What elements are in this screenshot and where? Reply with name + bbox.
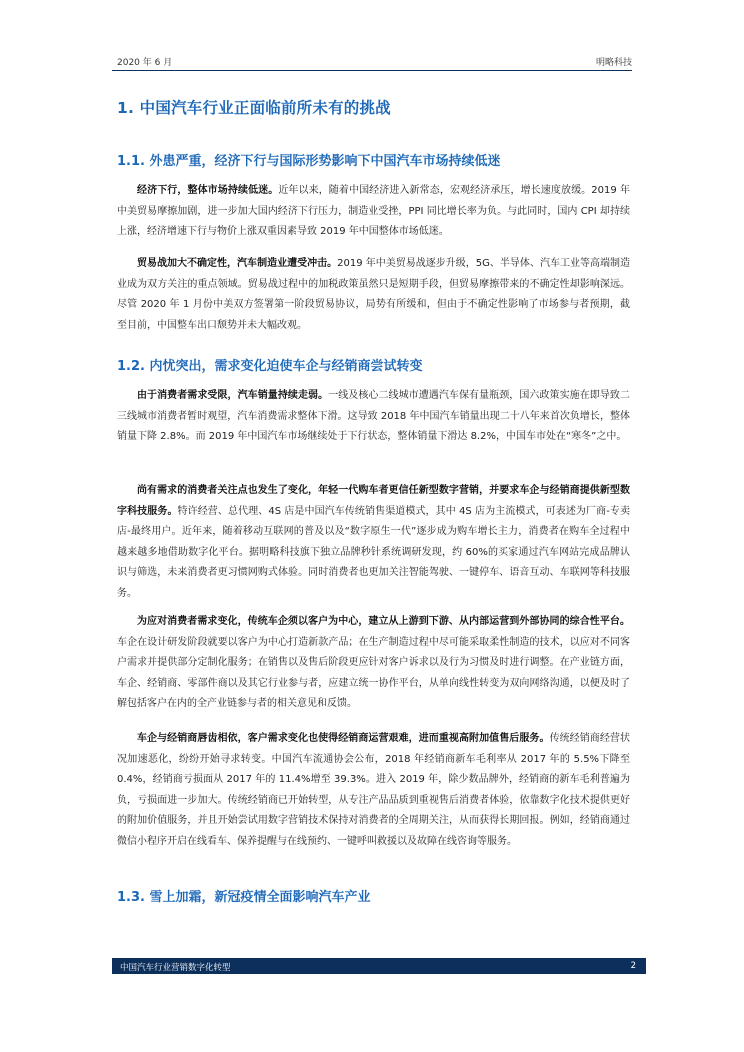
page-footer — [112, 958, 646, 974]
paragraph-lead: 为应对消费者需求变化，传统车企须以客户为中心，建立从上游到下游、从内部运营到外部协同的综合性平台。 — [137, 616, 630, 627]
chapter-title: 1. 中国汽车行业正面临前所未有的挑战 — [117, 99, 391, 117]
page-header — [117, 52, 632, 68]
paragraph-lead: 车企与经销商唇齿相依，客户需求变化也使得经销商运营艰难，进而重视高附加值售后服务。 — [137, 733, 550, 744]
page-number: 2 — [630, 961, 636, 971]
section-title-1-1: 1.1. 外患严重，经济下行与国际形势影响下中国汽车市场持续低迷 — [117, 154, 501, 169]
section-title-1-3: 1.3. 雪上加霜，新冠疫情全面影响汽车产业 — [117, 890, 371, 905]
paragraph — [117, 481, 630, 604]
paragraph-body: 2019 年中美贸易战逐步升级，5G、半导体、汽车工业等高端制造业成为双方关注的重点领域。贸易战过程中的加税政策虽然只是短期手段，但贸易摩擦带来的不确定性却影响深远。尽管 2020 年 1 月份中美双方签署第一阶段贸易协议，局势有所缓和，但由于不确定性影响了市场参与者预期，截至目前，中国整车出口颓势并未大幅改观。 — [117, 258, 630, 331]
paragraph — [117, 729, 630, 852]
header-company: 明略科技 — [595, 58, 632, 68]
paragraph — [117, 612, 630, 715]
paragraph-body: 特许经营、总代理、4S 店是中国汽车传统销售渠道模式，其中 4S 店为主流模式，可表述为厂商-专卖店-最终用户。近年来，随着移动互联网的普及以及“数字原生一代”逐步成为购车增长主力，消费者在购车全过程中越来越多地借助数字化平台。据明略科技旗下独立品牌秒针系统调研发现，约 60%的买家通过汽车网站完成品牌认识与筛选，未来消费者更习惯网购式体验。同时消费者也更加关注智能驾驶、一键停车、语音互动、车联网等科技服务。 — [117, 505, 630, 599]
paragraph-lead: 贸易战加大不确定性，汽车制造业遭受冲击。 — [137, 258, 338, 269]
section-title-1-2: 1.2. 内忧突出，需求变化迫使车企与经销商尝试转变 — [117, 359, 423, 374]
paragraph — [117, 386, 630, 448]
paragraph-lead: 经济下行，整体市场持续低迷。 — [137, 185, 279, 196]
paragraph-lead: 尚有需求的消费者关注点也发生了变化，年轻一代购车者更信任新型数字营销，并要求车企与经销商提供新型数字科技服务。 — [117, 485, 630, 517]
paragraph-body: 传统经销商经营状况加速恶化，纷纷开始寻求转变。中国汽车流通协会公布，2018 年经销商新车毛利率从 2017 年的 5.5%下降至 0.4%，经销商亏损面从 2017 年的 11.4%增至 39.3%。进入 2019 年，除少数品牌外，经销商的新车毛利普遍为负，亏损面进一步加大。传统经销商已开始转型，从专注产品品质到重视售后消费者体验，依靠数字化技术提供更好的附加价值服务，并且开始尝试用数字营销技术保持对消费者的全周期关注，从而获得长期回报。例如，经销商通过微信小程序开启在线看车、保养提醒与在线预约、一键呼叫救援以及故障在线咨询等服务。 — [117, 733, 630, 847]
footer-title: 中国汽车行业营销数字化转型 — [120, 963, 231, 973]
paragraph — [117, 254, 630, 336]
paragraph-lead: 由于消费者需求受限，汽车销量持续走弱。 — [137, 390, 329, 401]
header-date: 2020 年 6 月 — [117, 58, 173, 68]
paragraph — [117, 181, 630, 243]
paragraph-body: 一线及核心二线城市遭遇汽车保有量瓶颈，国六政策实施在即导致二三线城市消费者暂时观望，汽车消费需求整体下滑。这导致 2018 年中国汽车销量出现二十八年来首次负增长，整体销量下降 2.8%。而 2019 年中国汽车市场继续处于下行状态，整体销量下滑达 8.2%，中国车市处在“寒冬”之中。 — [117, 390, 630, 442]
header-rule — [112, 70, 632, 71]
paragraph-body: 近年以来，随着中国经济进入新常态，宏观经济承压，增长速度放缓。2019 年中美贸易摩擦加剧，进一步加大国内经济下行压力，制造业受挫，PPI 同比增长率为负。与此同时，国内 CPI 却持续上涨，经济增速下行与物价上涨双重因素导致 2019 年中国整体市场低迷。 — [117, 185, 630, 237]
paragraph-body: 车企在设计研发阶段就要以客户为中心打造新款产品；在生产制造过程中尽可能采取柔性制造的技术，以应对不同客户需求并提供部分定制化服务；在销售以及售后阶段更应针对客户诉求以及行为习惯及时进行调整。在产业链方面，车企、经销商、零部件商以及其它行业参与者，应建立统一协作平台，从单向线性转变为双向网络沟通，以便及时了解包括客户在内的全产业链参与者的相关意见和反馈。 — [117, 636, 630, 709]
